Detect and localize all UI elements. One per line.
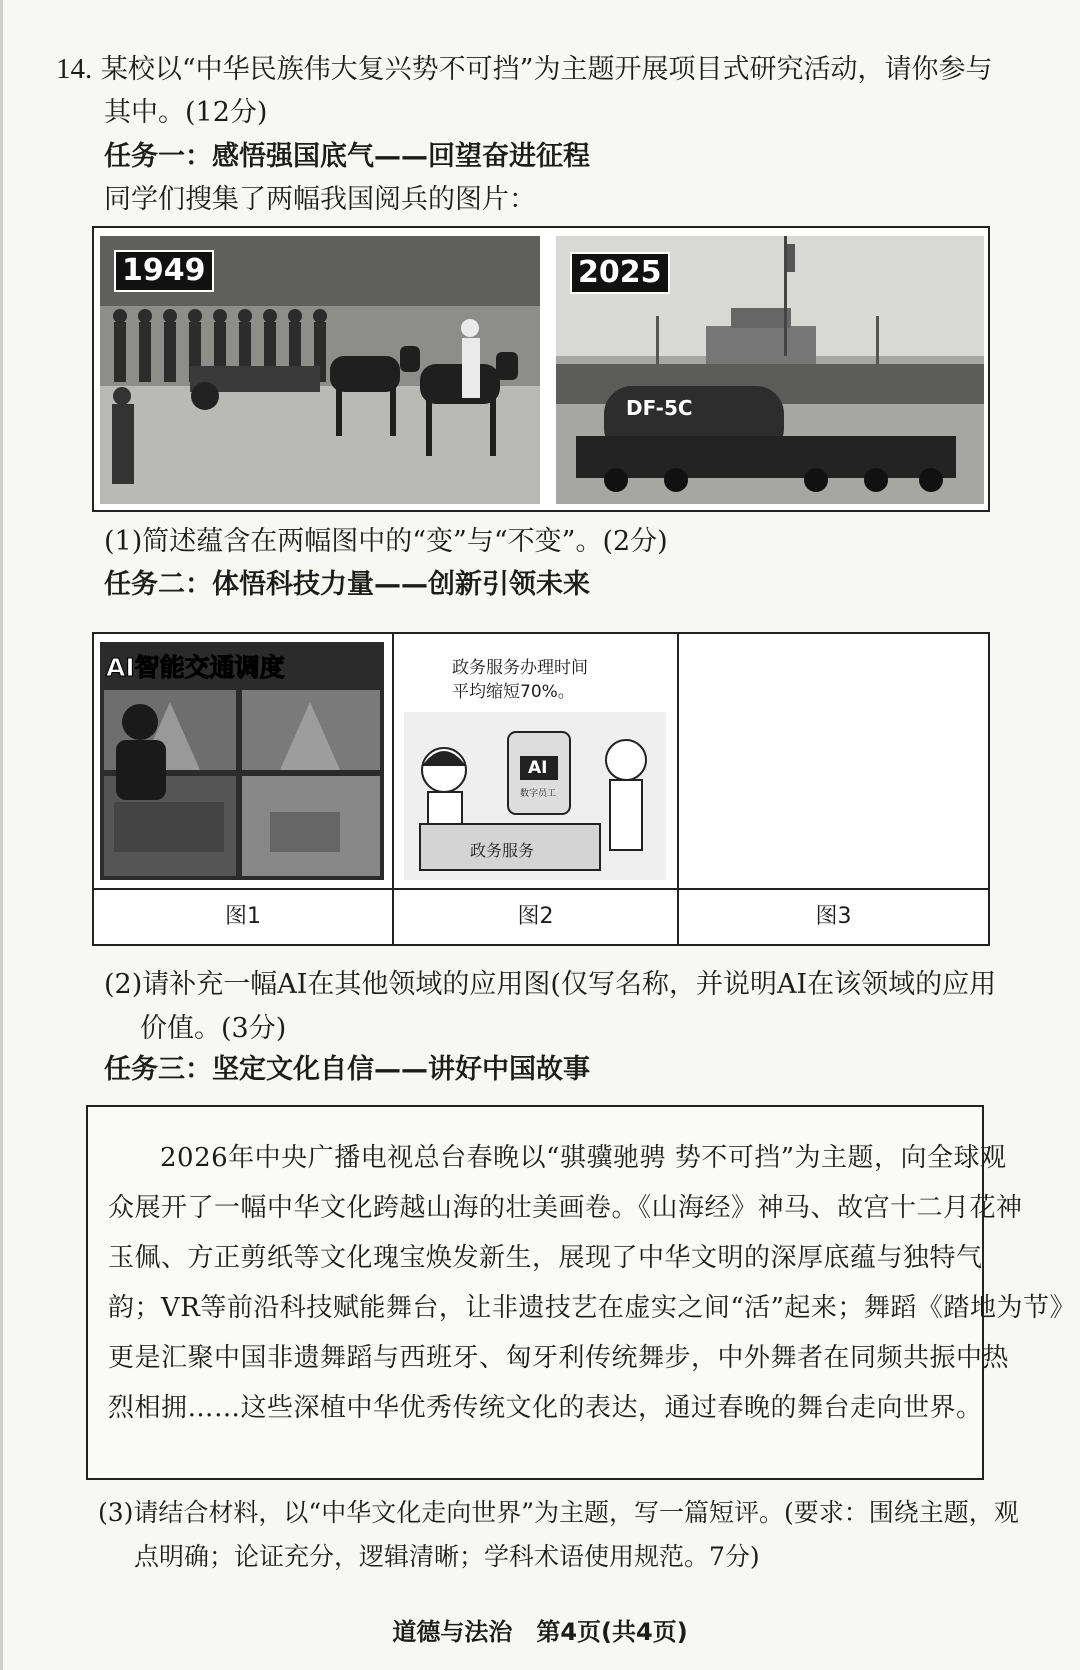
material-line: 玉佩、方正剪纸等文化瑰宝焕发新生，展现了中华文明的深厚底蕴与独特气 (108, 1243, 983, 1273)
figure-1-cell (94, 634, 394, 944)
task2-title: 任务二：体悟科技力量——创新引领未来 (104, 569, 590, 600)
question-number: 14. (56, 53, 93, 85)
page-edge (0, 0, 3, 1670)
year-tag-2025: 2025 (570, 252, 670, 294)
figure-2-robot-sub: 数字员工 (520, 789, 557, 799)
question-intro-line1: 某校以“中华民族伟大复兴势不可挡”为主题开展项目式研究活动，请你参与 (100, 54, 993, 85)
question-intro-line2: 其中。(12分) (104, 97, 268, 128)
task2-question-line2: 价值。(3分) (140, 1013, 287, 1044)
figure-2-caption (452, 656, 588, 704)
parade-photos (92, 226, 990, 512)
parade-photo-1949 (100, 236, 540, 504)
task3-title: 任务三：坚定文化自信——讲好中国故事 (104, 1054, 590, 1085)
material-line: 众展开了一幅中华文化跨越山海的壮美画卷。《山海经》神马、故宫十二月花神 (108, 1193, 1023, 1223)
figure-1-banner: AI智能交通调度 (106, 653, 285, 682)
figure-3-cell (679, 634, 988, 944)
figure-1-label: 图1 (94, 888, 392, 944)
year-tag-1949: 1949 (114, 250, 214, 292)
figure-table (92, 632, 990, 946)
figure-2-label: 图2 (394, 888, 677, 944)
page-footer: 道德与法治 第4页(共4页) (392, 1618, 688, 1646)
figure-3-label: 图3 (679, 888, 988, 944)
figure-2-caption-line2: 平均缩短70%。 (452, 682, 575, 702)
figure-2-caption-line1: 政务服务办理时间 (452, 658, 588, 678)
task1-question: (1)简述蕴含在两幅图中的“变”与“不变”。(2分) (104, 526, 668, 557)
missile-label: DF-5C (626, 396, 693, 420)
figure-1-image (100, 642, 384, 880)
task2-question-line1: (2)请补充一幅AI在其他领域的应用图(仅写名称，并说明AI在该领域的应用 (104, 969, 997, 1000)
material-line: 韵；VR等前沿科技赋能舞台，让非遗技艺在虚实之间“活”起来；舞蹈《踏地为节》 (108, 1293, 1076, 1323)
material-line: 烈相拥……这些深植中华优秀传统文化的表达，通过春晚的舞台走向世界。 (108, 1393, 983, 1423)
material-line: 2026年中央广播电视总台春晚以“骐骥驰骋 势不可挡”为主题，向全球观 (160, 1143, 1007, 1173)
task1-title: 任务一：感悟强国底气——回望奋进征程 (104, 141, 590, 172)
task3-question-line2: 点明确；论证充分，逻辑清晰；学科术语使用规范。7分) (134, 1542, 760, 1571)
figure-2-cell (394, 634, 679, 944)
figure-2-desk-label: 政务服务 (470, 841, 535, 860)
material-line: 更是汇聚中国非遗舞蹈与西班牙、匈牙利传统舞步，中外舞者在同频共振中热 (108, 1343, 1010, 1373)
question-intro (56, 52, 992, 87)
figure-2-image (400, 642, 670, 880)
task1-desc: 同学们搜集了两幅我国阅兵的图片： (104, 184, 536, 215)
material-box (86, 1105, 1076, 1480)
task3-question-line1: (3)请结合材料，以“中华文化走向世界”为主题，写一篇短评。(要求：围绕主题，观 (98, 1498, 1019, 1527)
parade-photo-2025 (556, 236, 984, 504)
figure-2-robot-label: AI (528, 758, 548, 778)
